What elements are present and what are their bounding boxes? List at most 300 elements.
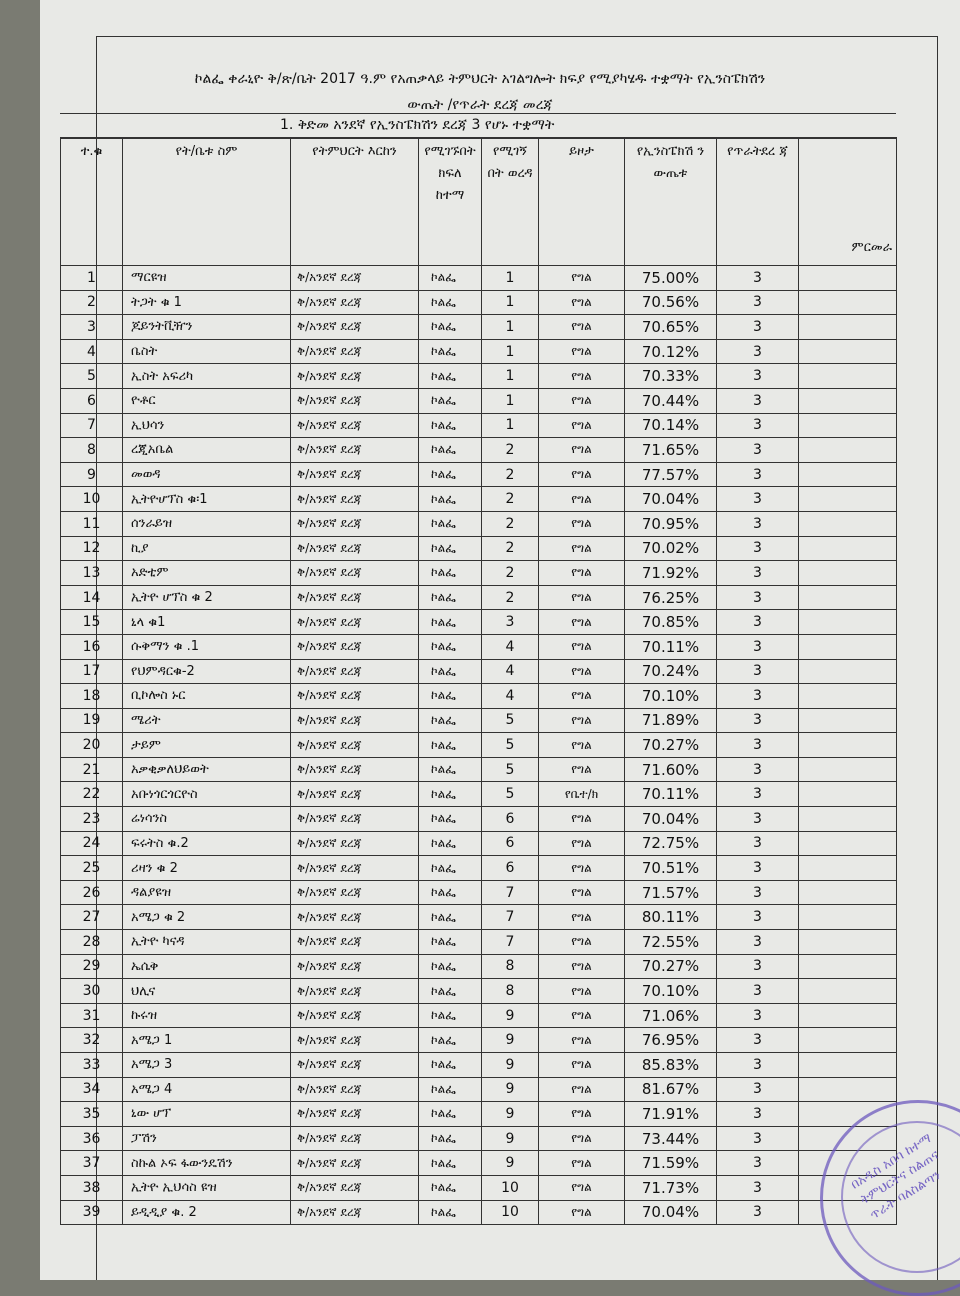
table-row (61, 856, 897, 881)
cell-school-name: ኢትዮ ሆፕስ ቁ 2 (123, 585, 291, 610)
table-body (61, 266, 897, 1225)
cell-woreda: 10 (482, 1200, 539, 1225)
cell-level: ቅ/አንደኛ ደረጃ (291, 930, 419, 955)
table-row (61, 388, 897, 413)
cell-sub-city: ኮልፌ (419, 266, 482, 291)
cell-school-name: አሜጋ 4 (123, 1077, 291, 1102)
cell-sub-city: ኮልፌ (419, 634, 482, 659)
cell-quality-grade: 3 (717, 585, 799, 610)
cell-remark (799, 954, 897, 979)
stamp-text: በአዲስ አበባ ከተማ ትምህርትና ስልጠና ጥራት ባለስልጣን (848, 1130, 944, 1223)
cell-result: 85.83% (625, 1053, 717, 1078)
table-row (61, 757, 897, 782)
cell-school-name: ሜሪት (123, 708, 291, 733)
cell-sub-city: ኮልፌ (419, 315, 482, 340)
cell-woreda: 2 (482, 511, 539, 536)
cell-woreda: 10 (482, 1175, 539, 1200)
table-row (61, 1151, 897, 1176)
cell-ownership: የግል (539, 1175, 625, 1200)
header-result: የኢንስፔክሽ ን ውጤቱ (625, 138, 717, 266)
cell-level: ቅ/አንደኛ ደረጃ (291, 782, 419, 807)
cell-result: 70.11% (625, 634, 717, 659)
cell-quality-grade: 3 (717, 684, 799, 709)
cell-remark (799, 462, 897, 487)
cell-ownership: የግል (539, 831, 625, 856)
cell-sub-city: ኮልፌ (419, 1102, 482, 1127)
cell-result: 70.02% (625, 536, 717, 561)
cell-level: ቅ/አንደኛ ደረጃ (291, 364, 419, 389)
cell-ownership: የግል (539, 511, 625, 536)
cell-quality-grade: 3 (717, 290, 799, 315)
cell-remark (799, 782, 897, 807)
cell-woreda: 2 (482, 438, 539, 463)
cell-level: ቅ/አንደኛ ደረጃ (291, 290, 419, 315)
cell-quality-grade: 3 (717, 1077, 799, 1102)
cell-level: ቅ/አንደኛ ደረጃ (291, 954, 419, 979)
cell-ownership: የግል (539, 708, 625, 733)
cell-quality-grade: 3 (717, 364, 799, 389)
cell-level: ቅ/አንደኛ ደረጃ (291, 807, 419, 832)
cell-quality-grade: 3 (717, 634, 799, 659)
cell-quality-grade: 3 (717, 1200, 799, 1225)
cell-no: 15 (61, 610, 123, 635)
cell-level: ቅ/አንደኛ ደረጃ (291, 1102, 419, 1127)
cell-sub-city: ኮልፌ (419, 610, 482, 635)
cell-ownership: የግል (539, 610, 625, 635)
cell-no: 35 (61, 1102, 123, 1127)
table-row (61, 659, 897, 684)
cell-remark (799, 807, 897, 832)
cell-sub-city: ኮልፌ (419, 954, 482, 979)
cell-quality-grade: 3 (717, 1151, 799, 1176)
cell-level: ቅ/አንደኛ ደረጃ (291, 266, 419, 291)
cell-remark (799, 438, 897, 463)
table-row (61, 487, 897, 512)
cell-level: ቅ/አንደኛ ደረጃ (291, 561, 419, 586)
header-ownership: ይዞታ (539, 138, 625, 266)
cell-no: 22 (61, 782, 123, 807)
cell-ownership: የግል (539, 1200, 625, 1225)
cell-quality-grade: 3 (717, 659, 799, 684)
cell-result: 70.24% (625, 659, 717, 684)
cell-school-name: ፓሽን (123, 1126, 291, 1151)
cell-remark (799, 757, 897, 782)
table-row (61, 1028, 897, 1053)
cell-quality-grade: 3 (717, 905, 799, 930)
cell-no: 1 (61, 266, 123, 291)
cell-level: ቅ/አንደኛ ደረጃ (291, 585, 419, 610)
cell-no: 17 (61, 659, 123, 684)
cell-result: 70.44% (625, 388, 717, 413)
cell-ownership: የግል (539, 979, 625, 1004)
cell-quality-grade: 3 (717, 511, 799, 536)
cell-result: 70.95% (625, 511, 717, 536)
cell-level: ቅ/አንደኛ ደረጃ (291, 733, 419, 758)
cell-ownership: የግል (539, 733, 625, 758)
cell-sub-city: ኮልፌ (419, 1126, 482, 1151)
cell-ownership: የግል (539, 880, 625, 905)
cell-remark (799, 856, 897, 881)
cell-level: ቅ/አንደኛ ደረጃ (291, 831, 419, 856)
cell-no: 36 (61, 1126, 123, 1151)
cell-school-name: ኒላ ቁ1 (123, 610, 291, 635)
cell-school-name: ሬነሳንስ (123, 807, 291, 832)
cell-level: ቅ/አንደኛ ደረጃ (291, 979, 419, 1004)
cell-school-name: ቤስት (123, 339, 291, 364)
cell-school-name: ረጂአቤል (123, 438, 291, 463)
cell-no: 8 (61, 438, 123, 463)
cell-quality-grade: 3 (717, 388, 799, 413)
cell-result: 70.56% (625, 290, 717, 315)
cell-remark (799, 511, 897, 536)
document-title (70, 66, 890, 118)
cell-woreda: 2 (482, 462, 539, 487)
cell-no: 5 (61, 364, 123, 389)
cell-ownership: የግል (539, 561, 625, 586)
cell-sub-city: ኮልፌ (419, 462, 482, 487)
cell-level: ቅ/አንደኛ ደረጃ (291, 1175, 419, 1200)
cell-no: 12 (61, 536, 123, 561)
cell-school-name: ታይም (123, 733, 291, 758)
table-row (61, 1200, 897, 1225)
cell-sub-city: ኮልፌ (419, 290, 482, 315)
cell-result: 77.57% (625, 462, 717, 487)
cell-level: ቅ/አንደኛ ደረጃ (291, 462, 419, 487)
cell-level: ቅ/አንደኛ ደረጃ (291, 536, 419, 561)
cell-woreda: 4 (482, 659, 539, 684)
cell-sub-city: ኮልፌ (419, 684, 482, 709)
cell-level: ቅ/አንደኛ ደረጃ (291, 905, 419, 930)
cell-school-name: አቡነጎርጎርዮስ (123, 782, 291, 807)
cell-ownership: የግል (539, 1151, 625, 1176)
cell-remark (799, 585, 897, 610)
cell-woreda: 1 (482, 266, 539, 291)
cell-ownership: የግል (539, 487, 625, 512)
cell-ownership: የግል (539, 1003, 625, 1028)
table-row (61, 708, 897, 733)
cell-result: 71.89% (625, 708, 717, 733)
cell-ownership: የግል (539, 659, 625, 684)
cell-remark (799, 684, 897, 709)
cell-woreda: 8 (482, 979, 539, 1004)
header-remark-label: ምርመራ (851, 240, 892, 255)
cell-no: 39 (61, 1200, 123, 1225)
cell-level: ቅ/አንደኛ ደረጃ (291, 684, 419, 709)
cell-quality-grade: 3 (717, 807, 799, 832)
cell-result: 71.59% (625, 1151, 717, 1176)
cell-level: ቅ/አንደኛ ደረጃ (291, 413, 419, 438)
cell-quality-grade: 3 (717, 610, 799, 635)
cell-woreda: 7 (482, 880, 539, 905)
cell-remark (799, 413, 897, 438)
cell-no: 33 (61, 1053, 123, 1078)
cell-woreda: 9 (482, 1003, 539, 1028)
cell-level: ቅ/አንደኛ ደረጃ (291, 511, 419, 536)
cell-ownership: የግል (539, 634, 625, 659)
cell-school-name: ሪዛን ቁ 2 (123, 856, 291, 881)
cell-result: 70.65% (625, 315, 717, 340)
header-level: የትምህርት እርከን (291, 138, 419, 266)
cell-ownership: የግል (539, 1053, 625, 1078)
cell-ownership: የግል (539, 290, 625, 315)
cell-school-name: ስኩል ኦፍ ፋውንዴሽን (123, 1151, 291, 1176)
cell-no: 14 (61, 585, 123, 610)
cell-sub-city: ኮልፌ (419, 807, 482, 832)
cell-sub-city: ኮልፌ (419, 487, 482, 512)
cell-school-name: ኢትዮሆፕስ ቁ፡1 (123, 487, 291, 512)
table-row (61, 1102, 897, 1127)
cell-woreda: 9 (482, 1151, 539, 1176)
title-line-2: ውጤት /የጥራት ደረጃ መረጃ (407, 97, 553, 113)
cell-school-name: ፍሩትስ ቁ.2 (123, 831, 291, 856)
cell-sub-city: ኮልፌ (419, 413, 482, 438)
table-row (61, 315, 897, 340)
cell-woreda: 9 (482, 1053, 539, 1078)
cell-result: 72.55% (625, 930, 717, 955)
cell-result: 70.11% (625, 782, 717, 807)
cell-sub-city: ኮልፌ (419, 708, 482, 733)
cell-result: 70.27% (625, 733, 717, 758)
cell-woreda: 7 (482, 930, 539, 955)
cell-quality-grade: 3 (717, 413, 799, 438)
cell-school-name: መወዳ (123, 462, 291, 487)
cell-ownership: የግል (539, 364, 625, 389)
table-row (61, 413, 897, 438)
section-title-row (60, 113, 896, 139)
cell-ownership: የግል (539, 856, 625, 881)
cell-school-name: ኢትዮ ካናዳ (123, 930, 291, 955)
cell-ownership: የግል (539, 757, 625, 782)
title-line-1: ኮልፌ ቀራኒዮ ቅ/ጽ/ቤት 2017 ዓ.ም የአጠቃላይ ትምህርት አገልግሎት ክፍያ የሚያካሄዱ ተቋማት የኢንስፔክሽን (194, 71, 766, 87)
cell-level: ቅ/አንደኛ ደረጃ (291, 634, 419, 659)
cell-ownership: የግል (539, 339, 625, 364)
cell-remark (799, 659, 897, 684)
cell-result: 71.91% (625, 1102, 717, 1127)
cell-sub-city: ኮልፌ (419, 1151, 482, 1176)
cell-no: 11 (61, 511, 123, 536)
cell-woreda: 2 (482, 487, 539, 512)
cell-no: 26 (61, 880, 123, 905)
cell-result: 72.75% (625, 831, 717, 856)
cell-no: 38 (61, 1175, 123, 1200)
cell-result: 80.11% (625, 905, 717, 930)
cell-level: ቅ/አንደኛ ደረጃ (291, 339, 419, 364)
cell-woreda: 9 (482, 1102, 539, 1127)
cell-remark (799, 388, 897, 413)
cell-level: ቅ/አንደኛ ደረጃ (291, 1003, 419, 1028)
cell-sub-city: ኮልፌ (419, 831, 482, 856)
table-row (61, 610, 897, 635)
cell-quality-grade: 3 (717, 1003, 799, 1028)
cell-sub-city: ኮልፌ (419, 438, 482, 463)
cell-woreda: 6 (482, 856, 539, 881)
cell-remark (799, 1028, 897, 1053)
cell-ownership: የግል (539, 315, 625, 340)
cell-woreda: 7 (482, 905, 539, 930)
cell-quality-grade: 3 (717, 1175, 799, 1200)
cell-no: 27 (61, 905, 123, 930)
table-row (61, 1077, 897, 1102)
cell-school-name: ኢህሳን (123, 413, 291, 438)
cell-woreda: 6 (482, 831, 539, 856)
cell-school-name: ኢስት አፍሪካ (123, 364, 291, 389)
cell-quality-grade: 3 (717, 561, 799, 586)
cell-school-name: ቢኮሎስ ኑር (123, 684, 291, 709)
cell-level: ቅ/አንደኛ ደረጃ (291, 487, 419, 512)
cell-sub-city: ኮልፌ (419, 511, 482, 536)
cell-remark (799, 979, 897, 1004)
cell-level: ቅ/አንደኛ ደረጃ (291, 856, 419, 881)
cell-level: ቅ/አንደኛ ደረጃ (291, 1053, 419, 1078)
cell-woreda: 5 (482, 757, 539, 782)
cell-sub-city: ኮልፌ (419, 905, 482, 930)
cell-sub-city: ኮልፌ (419, 561, 482, 586)
cell-ownership: የግል (539, 1077, 625, 1102)
cell-no: 23 (61, 807, 123, 832)
cell-quality-grade: 3 (717, 930, 799, 955)
table-row (61, 831, 897, 856)
cell-remark (799, 266, 897, 291)
table-row (61, 462, 897, 487)
header-sub-city: የሚገኙበት ክፍለ ከተማ (419, 138, 482, 266)
cell-level: ቅ/አንደኛ ደረጃ (291, 659, 419, 684)
cell-quality-grade: 3 (717, 708, 799, 733)
cell-result: 76.25% (625, 585, 717, 610)
cell-quality-grade: 3 (717, 339, 799, 364)
cell-result: 73.44% (625, 1126, 717, 1151)
cell-result: 71.60% (625, 757, 717, 782)
cell-quality-grade: 3 (717, 782, 799, 807)
cell-remark (799, 1003, 897, 1028)
cell-no: 9 (61, 462, 123, 487)
cell-no: 34 (61, 1077, 123, 1102)
cell-woreda: 1 (482, 315, 539, 340)
cell-school-name: ኩሩዝ (123, 1003, 291, 1028)
cell-sub-city: ኮልፌ (419, 1028, 482, 1053)
cell-no: 37 (61, 1151, 123, 1176)
cell-result: 70.51% (625, 856, 717, 881)
header-school-name: የት/ቤቱ ስም (123, 138, 291, 266)
cell-no: 25 (61, 856, 123, 881)
cell-school-name: ኒው ሆፕ (123, 1102, 291, 1127)
table-row (61, 290, 897, 315)
cell-level: ቅ/አንደኛ ደረጃ (291, 610, 419, 635)
cell-quality-grade: 3 (717, 757, 799, 782)
cell-level: ቅ/አንደኛ ደረጃ (291, 1028, 419, 1053)
cell-woreda: 1 (482, 413, 539, 438)
cell-remark (799, 536, 897, 561)
cell-no: 32 (61, 1028, 123, 1053)
table-row (61, 1126, 897, 1151)
table-row (61, 880, 897, 905)
cell-level: ቅ/አንደኛ ደረጃ (291, 708, 419, 733)
cell-sub-city: ኮልፌ (419, 339, 482, 364)
cell-sub-city: ኮልፌ (419, 1003, 482, 1028)
cell-ownership: የግል (539, 954, 625, 979)
inspection-table (60, 137, 897, 1225)
cell-no: 10 (61, 487, 123, 512)
table-row (61, 511, 897, 536)
cell-woreda: 9 (482, 1126, 539, 1151)
cell-school-name: ኪያ (123, 536, 291, 561)
cell-school-name: ዳልያዩዝ (123, 880, 291, 905)
cell-sub-city: ኮልፌ (419, 1077, 482, 1102)
cell-sub-city: ኮልፌ (419, 733, 482, 758)
header-quality-grade: የጥራትደረ ጃ (717, 138, 799, 266)
cell-sub-city: ኮልፌ (419, 1175, 482, 1200)
cell-sub-city: ኮልፌ (419, 856, 482, 881)
cell-woreda: 9 (482, 1028, 539, 1053)
cell-school-name: ኢትዮ ኢህሳስ ዩዝ (123, 1175, 291, 1200)
cell-level: ቅ/አንደኛ ደረጃ (291, 757, 419, 782)
cell-no: 21 (61, 757, 123, 782)
table-row (61, 979, 897, 1004)
table-row (61, 807, 897, 832)
cell-woreda: 1 (482, 339, 539, 364)
cell-result: 71.65% (625, 438, 717, 463)
table-row (61, 634, 897, 659)
cell-result: 70.12% (625, 339, 717, 364)
cell-woreda: 2 (482, 561, 539, 586)
cell-result: 75.00% (625, 266, 717, 291)
cell-woreda: 4 (482, 684, 539, 709)
cell-school-name: ሱቅማን ቁ .1 (123, 634, 291, 659)
cell-remark (799, 831, 897, 856)
cell-sub-city: ኮልፌ (419, 880, 482, 905)
table-row (61, 266, 897, 291)
cell-result: 70.04% (625, 807, 717, 832)
cell-result: 70.04% (625, 487, 717, 512)
cell-no: 30 (61, 979, 123, 1004)
cell-quality-grade: 3 (717, 536, 799, 561)
cell-school-name: የህምዳርቁ-2 (123, 659, 291, 684)
cell-remark (799, 364, 897, 389)
cell-quality-grade: 3 (717, 733, 799, 758)
cell-remark (799, 708, 897, 733)
cell-remark (799, 634, 897, 659)
table-row (61, 733, 897, 758)
cell-school-name: ይዲዲያ ቁ. 2 (123, 1200, 291, 1225)
cell-school-name: ጆይንትቪዥን (123, 315, 291, 340)
cell-no: 19 (61, 708, 123, 733)
cell-no: 4 (61, 339, 123, 364)
cell-woreda: 5 (482, 708, 539, 733)
cell-woreda: 9 (482, 1077, 539, 1102)
cell-school-name: ማርዩዝ (123, 266, 291, 291)
table-row (61, 930, 897, 955)
cell-ownership: የግል (539, 684, 625, 709)
cell-no: 20 (61, 733, 123, 758)
cell-woreda: 5 (482, 733, 539, 758)
cell-quality-grade: 3 (717, 831, 799, 856)
cell-result: 81.67% (625, 1077, 717, 1102)
cell-result: 70.27% (625, 954, 717, 979)
cell-ownership: የግል (539, 585, 625, 610)
cell-remark (799, 610, 897, 635)
cell-woreda: 2 (482, 585, 539, 610)
table-row (61, 364, 897, 389)
cell-woreda: 2 (482, 536, 539, 561)
table-row (61, 585, 897, 610)
cell-quality-grade: 3 (717, 438, 799, 463)
cell-result: 70.14% (625, 413, 717, 438)
cell-no: 2 (61, 290, 123, 315)
table-row (61, 782, 897, 807)
cell-result: 70.85% (625, 610, 717, 635)
cell-ownership: የግል (539, 1102, 625, 1127)
cell-remark (799, 1077, 897, 1102)
cell-woreda: 5 (482, 782, 539, 807)
